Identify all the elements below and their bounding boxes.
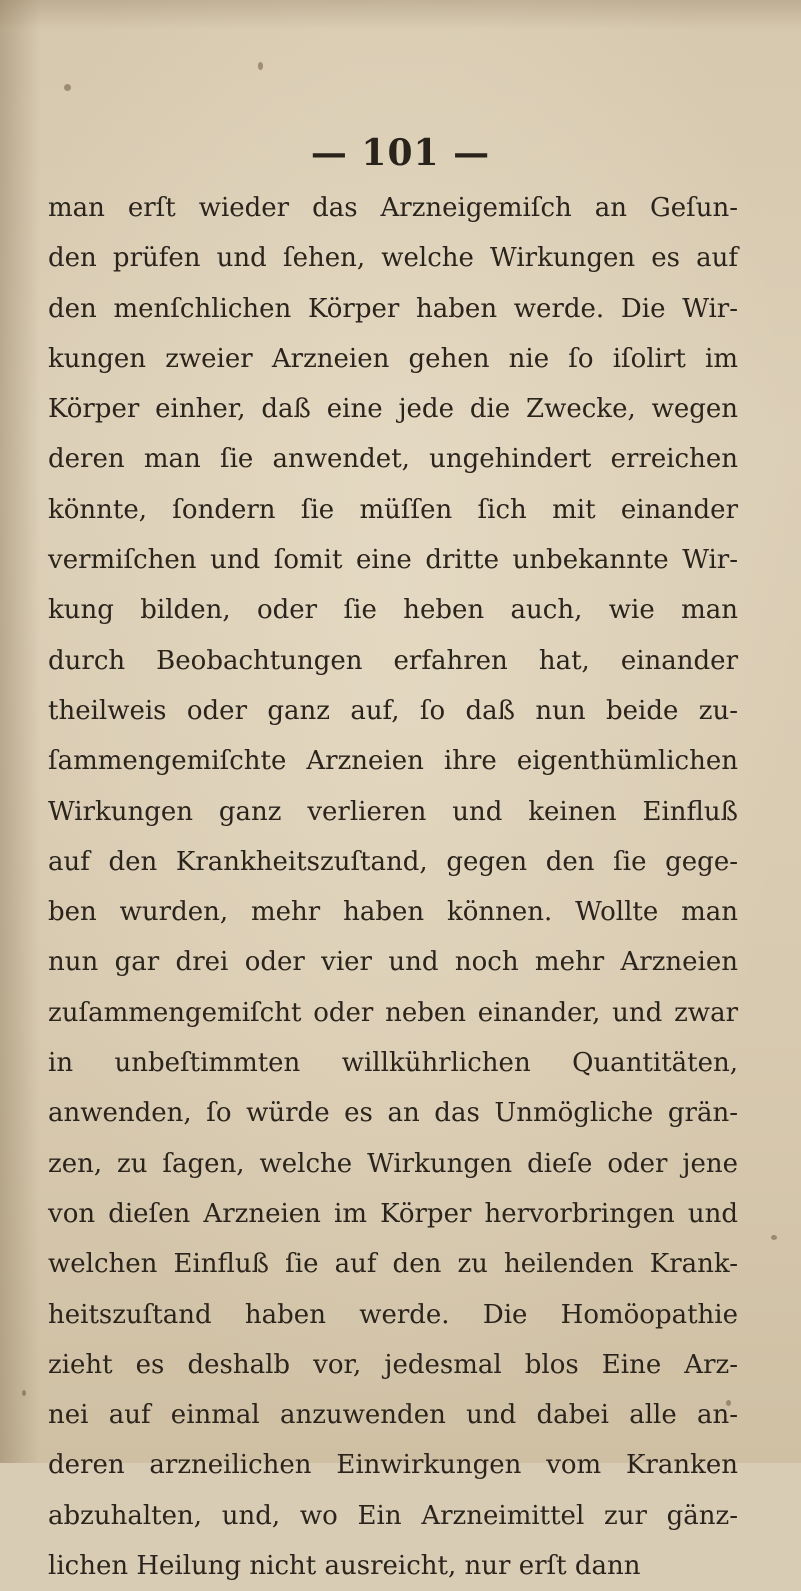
text-line: vermiſchen und ſomit eine dritte unbekannte Wir- xyxy=(48,545,738,576)
text-line: lichen Heilung nicht ausreicht, nur erſt dann xyxy=(48,1551,641,1582)
text-line: Körper einher, daß eine jede die Zwecke, wegen xyxy=(48,394,738,425)
text-line: nun gar drei oder vier und noch mehr Arzneien xyxy=(48,947,738,978)
paper-speck xyxy=(22,1390,26,1396)
text-line: durch Beobachtungen erfahren hat, einander xyxy=(48,645,738,676)
paper-speck xyxy=(771,1235,777,1240)
text-line: heitszuſtand haben werde. Die Homöopathie xyxy=(48,1299,738,1330)
paper-speck xyxy=(64,84,71,91)
text-line: ſammengemiſchte Arzneien ihre eigenthümlichen xyxy=(48,746,738,777)
text-line: theilweis oder ganz auf, ſo daß nun beide zu- xyxy=(48,695,738,726)
page-shadow-top xyxy=(0,0,801,30)
text-line: den prüfen und ſehen, welche Wirkungen es auf xyxy=(48,243,738,274)
text-line: in unbeſtimmten willkührlichen Quantitäten, xyxy=(48,1048,738,1079)
text-line: kungen zweier Arzneien gehen nie ſo iſolirt im xyxy=(48,343,738,374)
body-text xyxy=(48,183,738,1591)
text-line: kung bilden, oder ſie heben auch, wie man xyxy=(48,595,738,626)
text-line: deren man ſie anwendet, ungehindert erreichen xyxy=(48,444,738,475)
text-line: anwenden, ſo würde es an das Unmögliche grän- xyxy=(48,1098,738,1129)
page-shadow-left xyxy=(0,0,40,1463)
text-line: man erſt wieder das Arzneigemiſch an Geſun- xyxy=(48,193,738,223)
text-line: ben wurden, mehr haben können. Wollte man xyxy=(48,897,738,928)
text-line: nei auf einmal anzuwenden und dabei alle an- xyxy=(48,1400,738,1431)
text-line: welchen Einfluß ſie auf den zu heilenden Krank- xyxy=(48,1249,738,1280)
paper-speck xyxy=(258,62,263,70)
text-line: könnte, ſondern ſie müſſen ſich mit einander xyxy=(48,494,738,525)
text-line: abzuhalten, und, wo Ein Arzneimittel zur gänz- xyxy=(48,1500,738,1531)
text-line: auf den Krankheitszuſtand, gegen den ſie gege- xyxy=(48,846,738,877)
text-line: den menſchlichen Körper haben werde. Die Wir- xyxy=(48,293,738,324)
text-line: zuſammengemiſcht oder neben einander, und zwar xyxy=(48,997,738,1028)
text-line: von dieſen Arzneien im Körper hervorbringen und xyxy=(48,1198,738,1229)
text-line: Wirkungen ganz verlieren und keinen Einfluß xyxy=(48,796,738,827)
text-line: deren arzneilichen Einwirkungen vom Kranken xyxy=(48,1450,738,1481)
text-line: zen, zu ſagen, welche Wirkungen dieſe oder jene xyxy=(48,1148,738,1179)
page-number-header: — 101 — xyxy=(310,132,491,174)
text-line: zieht es deshalb vor, jedesmal blos Eine Arz- xyxy=(48,1349,738,1380)
